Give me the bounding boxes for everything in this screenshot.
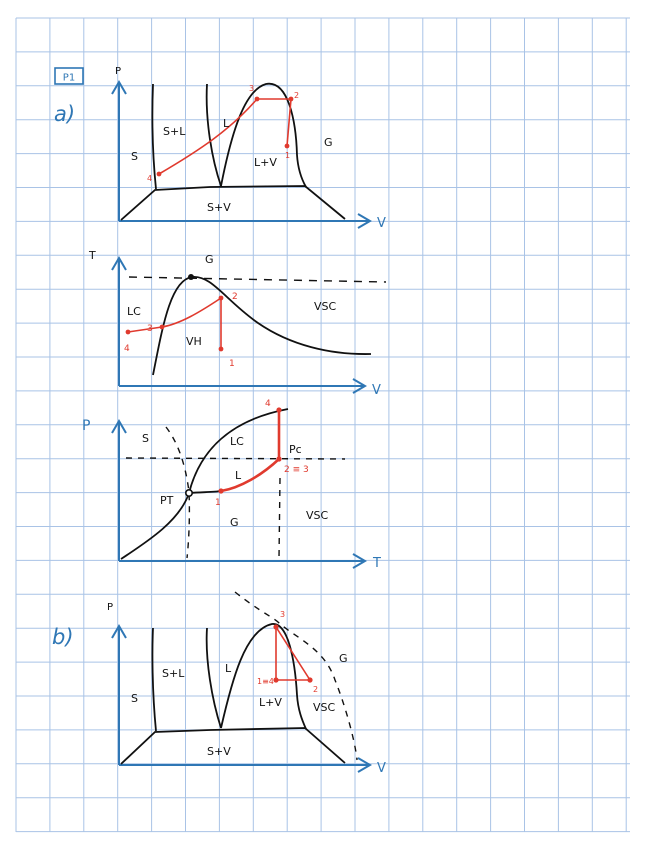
diagram1-point-3	[255, 97, 260, 102]
diagram2-path-4-3-2	[128, 298, 221, 332]
diagram1-region-l: L	[223, 117, 230, 130]
diagram3-region-lc: LC	[230, 435, 244, 448]
diagram4-region-sv: S+V	[207, 745, 231, 758]
diagram3-label-pt: PT	[160, 494, 174, 507]
diagram3-triple-point	[186, 490, 192, 496]
diagram4-label-14: 1≡4	[257, 677, 274, 686]
diagram4-point-3	[273, 624, 278, 629]
diagram3-region-g: G	[230, 516, 239, 529]
diagram1-label-2: 2	[294, 91, 300, 100]
diagram4-x-label: V	[377, 761, 386, 776]
diagram1-curves	[121, 84, 345, 220]
diagram4-region-l: L	[225, 662, 232, 675]
diagram1-pv	[112, 66, 386, 231]
part-a-label: a)	[54, 102, 76, 126]
diagram3-vaporization-curve	[221, 459, 279, 491]
diagram1-region-g: G	[324, 136, 333, 149]
diagram1-region-s: S	[131, 150, 138, 163]
diagram4-pv	[107, 592, 386, 776]
diagram1-region-sv: S+V	[207, 201, 231, 214]
diagram4-region-g: G	[339, 652, 348, 665]
diagram4-region-s: S	[131, 692, 138, 705]
diagram2-critical-point	[188, 274, 194, 280]
diagram3-process	[221, 410, 279, 491]
diagram4-point-14	[273, 677, 278, 682]
diagram4-region-labels	[131, 652, 348, 758]
diagram3-label-23: 2 ≡ 3	[284, 465, 309, 475]
diagram1-label-3: 3	[249, 84, 255, 93]
diagram2-region-lc: LC	[127, 305, 141, 318]
diagram1-label-4: 4	[147, 174, 153, 183]
diagram3-region-l: L	[235, 469, 242, 482]
diagram2-label-3: 3	[147, 324, 153, 334]
diagram2-critical-isotherm	[129, 277, 386, 282]
diagram4-path-2-3	[276, 627, 310, 680]
diagram1-solidus	[152, 84, 156, 189]
diagram4-solidus	[152, 628, 156, 731]
diagram1-label-1: 1	[285, 151, 291, 160]
page-tag-text: P1	[62, 72, 76, 84]
diagram1-region-lv: L+V	[254, 156, 277, 169]
diagram2-region-g: G	[205, 253, 214, 266]
diagram4-point-2	[307, 677, 312, 682]
diagram4-process	[276, 627, 310, 680]
diagram2-label-1: 1	[229, 359, 235, 369]
diagram3-region-vsc: VSC	[306, 509, 329, 522]
diagram4-y-label: P	[107, 602, 114, 613]
diagram2-region-vh: VH	[186, 335, 202, 348]
diagram3-point-4	[276, 407, 281, 412]
diagram2-label-2: 2	[232, 292, 238, 302]
diagram1-triple-line	[121, 186, 345, 220]
diagram4-region-lv: L+V	[259, 696, 282, 709]
part-b-label: b)	[52, 625, 74, 649]
diagram3-label-1: 1	[215, 498, 221, 508]
diagram2-region-vsc: VSC	[314, 300, 337, 313]
diagram1-region-sl: S+L	[163, 125, 186, 138]
diagram3-point-1	[218, 488, 223, 493]
diagram1-x-label: V	[377, 216, 386, 231]
diagram4-region-vsc: VSC	[313, 701, 336, 714]
diagram2-point-2	[219, 296, 224, 301]
diagram4-triple-line	[121, 728, 345, 764]
diagram4-label-3: 3	[280, 610, 286, 619]
diagram4-region-sl: S+L	[162, 667, 185, 680]
diagram3-label-4: 4	[265, 399, 271, 409]
diagram1-region-labels	[131, 117, 333, 214]
diagram1-axes	[112, 82, 370, 228]
diagram3-critical-temperature-line	[279, 478, 280, 558]
diagram2-y-label: T	[89, 249, 96, 262]
diagram1-point-4	[157, 172, 162, 177]
diagram3-label-pc: Pc	[289, 443, 302, 456]
diagram2-x-label: V	[372, 383, 381, 398]
diagram2-point-4	[126, 330, 131, 335]
diagram4-liquidus	[207, 628, 221, 728]
diagram3-x-label: T	[373, 556, 381, 571]
diagram4-label-2: 2	[313, 685, 319, 694]
diagram3-y-label: P	[82, 418, 91, 434]
diagram1-y-label: P	[115, 66, 122, 77]
diagram3-region-labels	[142, 432, 329, 529]
diagram3-point-23	[276, 456, 281, 461]
diagram2-label-4: 4	[124, 344, 130, 354]
diagram4-curves	[121, 624, 345, 764]
page-tag	[55, 68, 83, 84]
diagram2-point-3	[160, 325, 165, 330]
diagram3-region-s: S	[142, 432, 149, 445]
diagram1-point-2	[289, 97, 294, 102]
diagram1-point-1	[285, 144, 290, 149]
diagram2-point-1	[219, 347, 224, 352]
